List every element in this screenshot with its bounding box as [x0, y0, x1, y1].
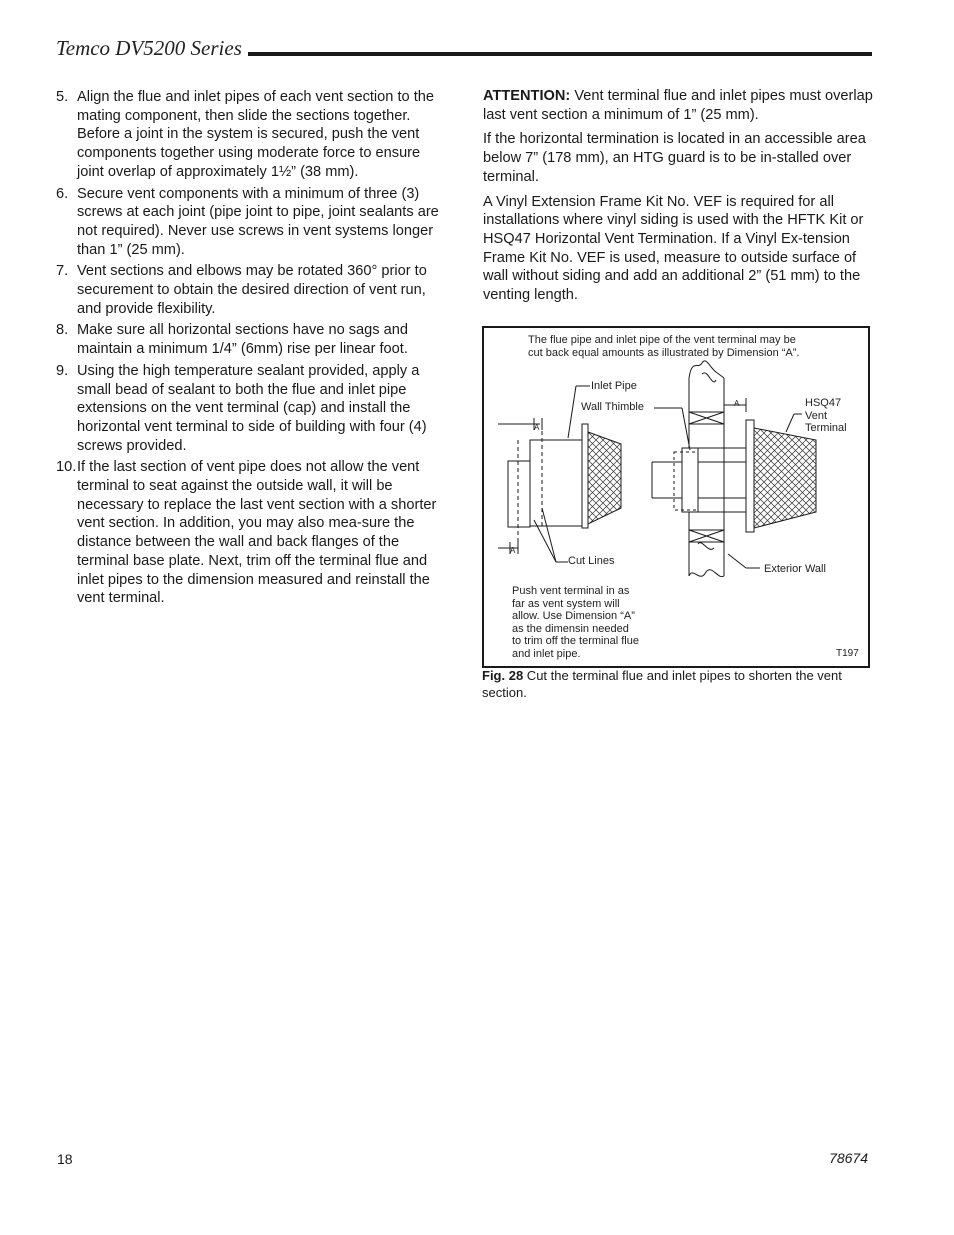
attention-section	[483, 87, 873, 311]
header-title: Temco DV5200 Series	[56, 36, 242, 60]
figure-code: T197	[836, 648, 859, 659]
step-7	[56, 262, 448, 318]
left-terminal-plate	[582, 424, 588, 528]
step-5	[56, 88, 448, 182]
label-exterior-wall: Exterior Wall	[764, 563, 826, 575]
left-terminal-body	[530, 440, 584, 526]
right-terminal-plate	[746, 420, 754, 532]
note-line: far as vent system will	[512, 597, 620, 610]
label-wall-thimble: Wall Thimble	[581, 401, 644, 413]
note-line: cut back equal amounts as illustrated by Dimension “A”.	[528, 346, 800, 359]
step-text: Using the high temperature sealant provided, apply a small bead of sealant to both the flue and inlet pipe extensions on the vent terminal (cap) and install the horizontal vent terminal to side of building with four (4) screws provided.	[77, 362, 427, 454]
step-8	[56, 321, 448, 358]
step-text: If the last section of vent pipe does not allow the vent terminal to seat against the outside wall, it will be necessary to replace the last vent section with a shorter vent section. In addition, you may also mea-sure the distance between the wall and back flanges of the terminal base plate. Next, trim off the terminal flue and inlet pipes to the dimension measured and reinstall the vent terminal.	[77, 459, 437, 607]
step-text: Align the flue and inlet pipes of each vent section to the mating component, then slide the sections together. Before a joint in the system is secured, push the vent components together using moderate force to ensure joint overlap of approximately 1½” (38 mm).	[77, 89, 434, 180]
note-line: as the dimensin needed	[512, 622, 629, 635]
vinyl-frame-paragraph: A Vinyl Extension Frame Kit No. VEF is required for all installations where vinyl siding is used with the HFTK Kit or HSQ47 Horizontal Vent Termination. If a Vinyl Ex-tension Frame Kit No. VEF is used, measure to outside surface of wall without siding and add an additional 2” (51 mm) to the venting length.	[483, 193, 864, 304]
left-terminal-mesh	[588, 432, 621, 524]
page-number: 18	[57, 1151, 73, 1167]
step-6	[56, 185, 448, 260]
label-dim-a-top: A	[534, 423, 540, 432]
label-line: Vent	[805, 409, 828, 422]
attention-label: ATTENTION:	[483, 88, 571, 104]
step-10	[56, 458, 448, 608]
attention-text: Vent terminal flue and inlet pipes must overlap last vent section a minimum of 1” (25 mm).	[483, 88, 873, 123]
installation-steps	[56, 88, 448, 611]
label-dim-a-right: A	[734, 399, 740, 408]
caption-text: Cut the terminal flue and inlet pipes to shorten the vent section.	[482, 668, 842, 700]
step-number: 5.	[56, 89, 69, 105]
note-line: Push vent terminal in as	[512, 585, 630, 597]
caption-label: Fig. 28	[482, 668, 524, 683]
step-number: 10.	[56, 459, 77, 476]
left-inlet-pipe-stub	[508, 461, 530, 527]
step-text: Secure vent components with a minimum of three (3) screws at each joint (pipe joint to pipe, joint sealants are not required). Never use screws in vent systems longer than 1” (25 mm).	[77, 185, 439, 258]
htg-guard-paragraph: If the horizontal termination is located in an accessible area below 7” (178 mm), an HTG guard is to be in-stalled over terminal.	[483, 131, 866, 185]
step-number: 6.	[56, 185, 69, 202]
label-inlet-pipe: Inlet Pipe	[591, 380, 637, 392]
step-number: 9.	[56, 362, 69, 379]
figure-caption	[482, 667, 872, 701]
step-text: Vent sections and elbows may be rotated 360° prior to securement to obtain the desired direction of vent run, and provide flexibility.	[77, 263, 427, 317]
right-terminal-mesh	[754, 428, 816, 528]
label-dim-a-bottom: A	[510, 546, 516, 555]
step-number: 8.	[56, 322, 69, 339]
note-line: to trim off the terminal flue	[512, 635, 639, 647]
label-line: HSQ47	[805, 397, 842, 409]
label-cut-lines: Cut Lines	[568, 555, 615, 567]
step-text: Make sure all horizontal sections have no sags and maintain a minimum 1/4” (6mm) rise per linear foot.	[77, 322, 408, 358]
figure-top-note	[528, 334, 848, 359]
attention-paragraph	[483, 87, 873, 124]
note-line: allow. Use Dimension “A”	[512, 610, 635, 622]
wall-thimble	[682, 448, 698, 512]
label-hsq47-terminal	[805, 397, 847, 435]
document-number: 78674	[829, 1150, 868, 1166]
step-9	[56, 362, 448, 456]
note-line: The flue pipe and inlet pipe of the vent terminal may be	[528, 334, 796, 346]
push-terminal-note	[512, 585, 682, 660]
step-number: 7.	[56, 263, 69, 280]
figure-28-diagram	[482, 326, 870, 668]
label-line: Terminal	[805, 422, 847, 434]
header-rule	[248, 52, 872, 56]
note-line: and inlet pipe.	[512, 647, 581, 660]
